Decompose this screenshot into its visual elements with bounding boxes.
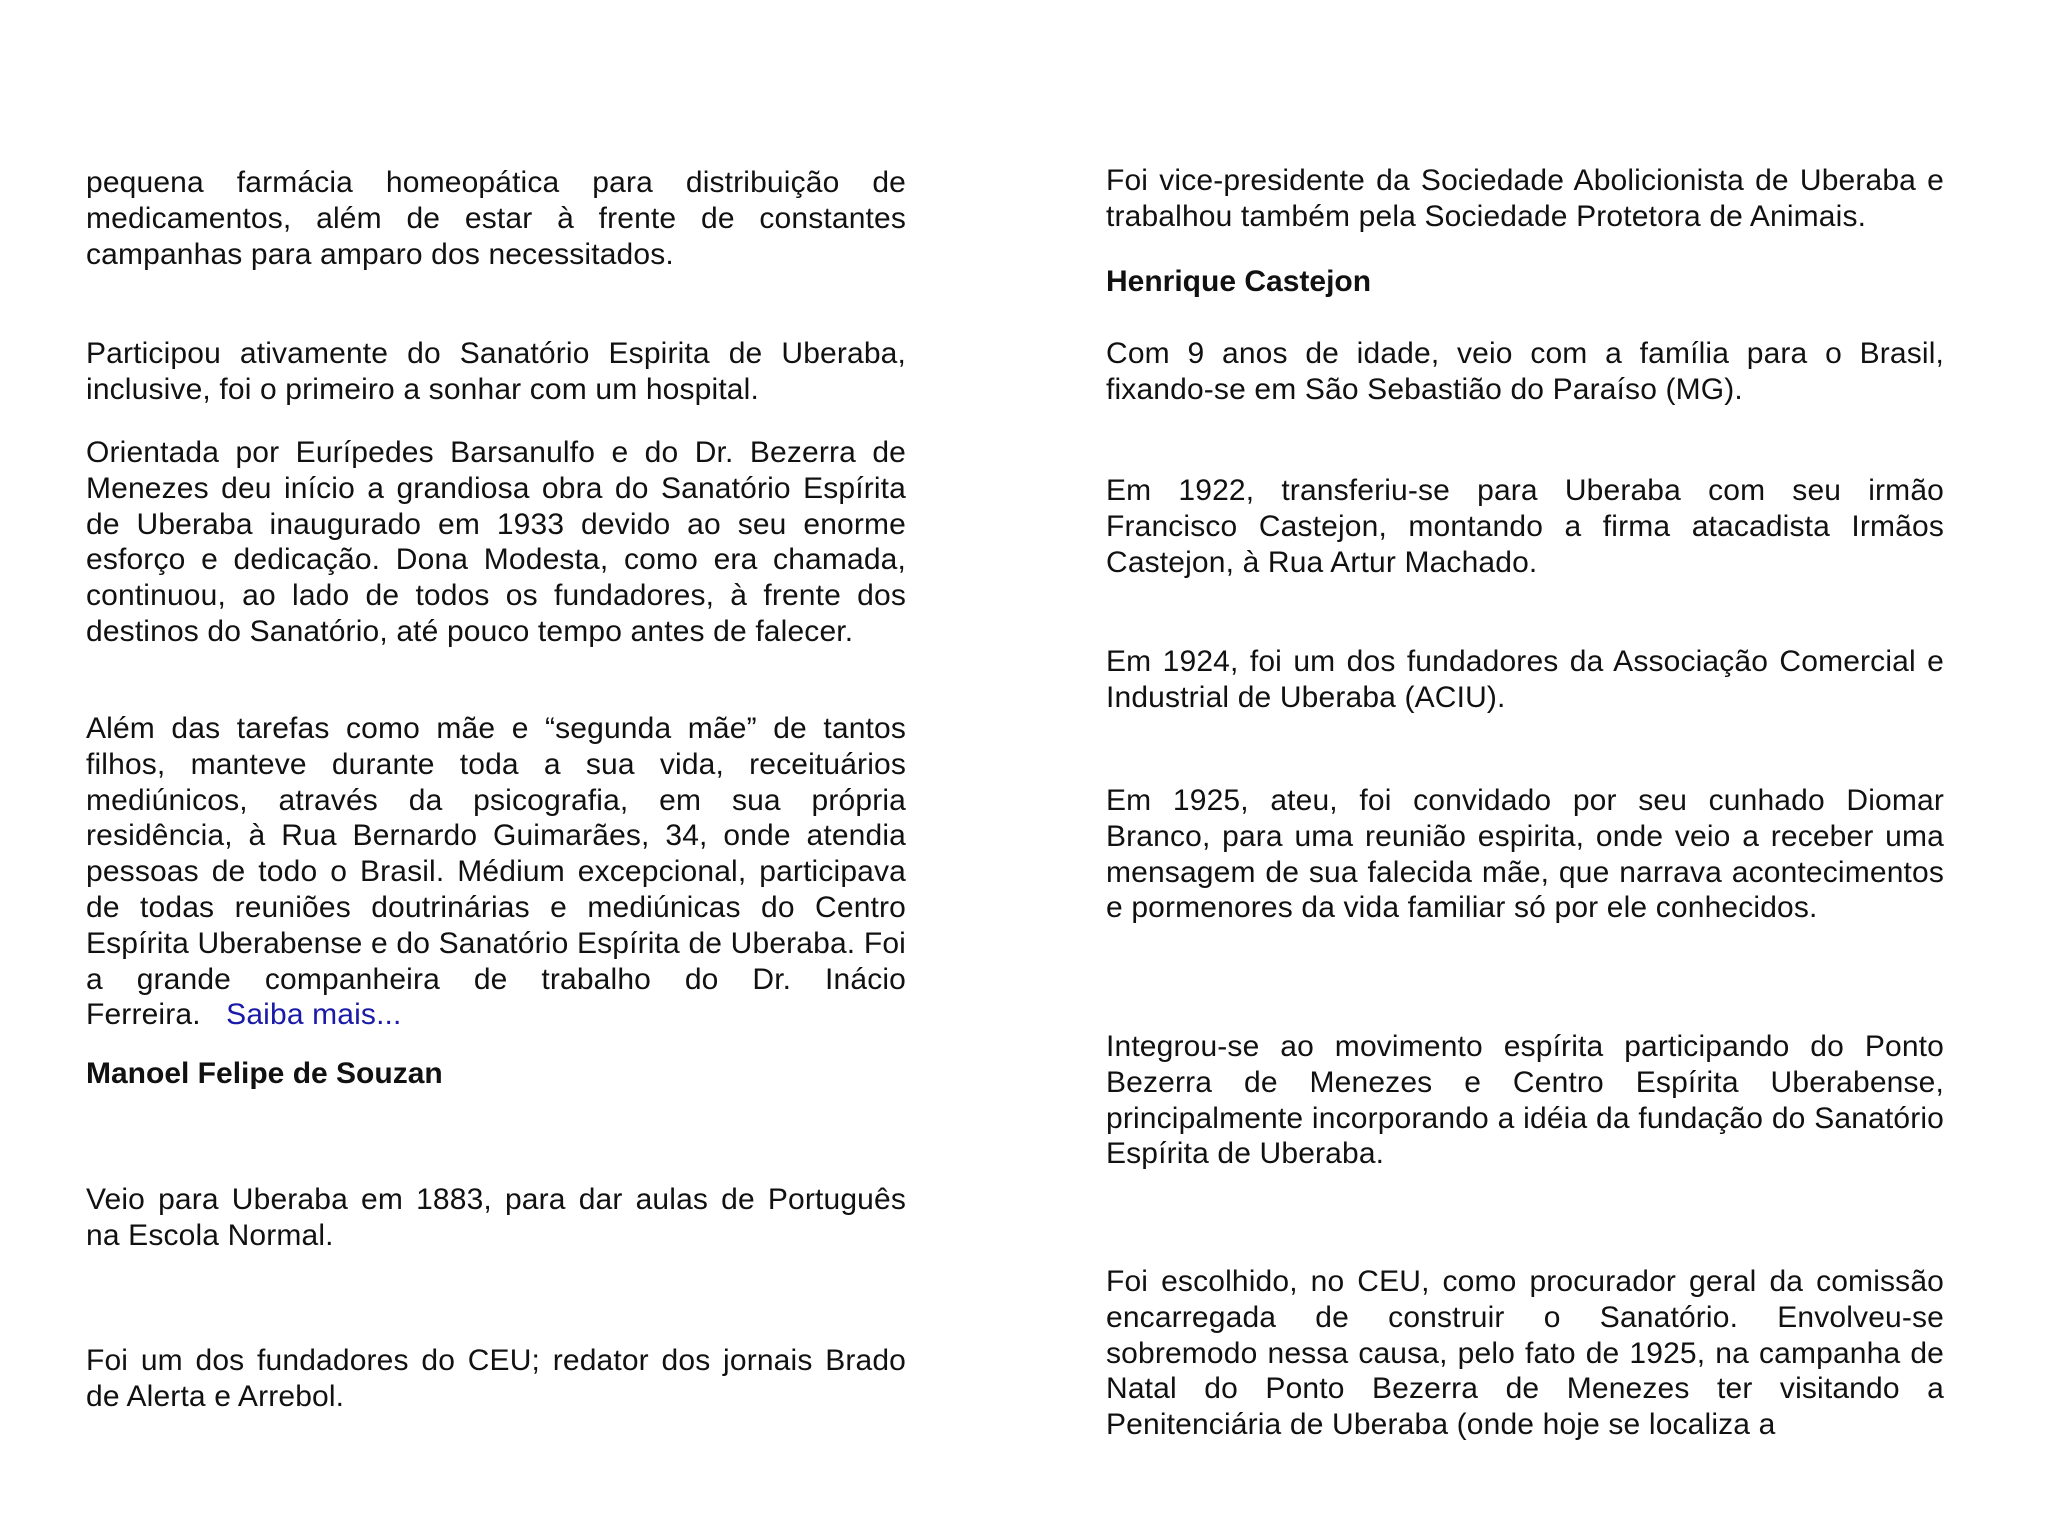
paragraph-alem-das-tarefas	[86, 711, 906, 1033]
paragraph-veio-para-uberaba: Veio para Uberaba em 1883, para dar aulas de Português na Escola Normal.	[86, 1183, 906, 1252]
heading-henrique-castejon: Henrique Castejon	[1106, 265, 1372, 298]
paragraph-farmacia: pequena farmácia homeopática para distribuição de medicamentos, além de estar à frente de constantes campanhas para amparo dos necessitados.	[86, 166, 906, 271]
saiba-mais-link[interactable]: Saiba mais...	[226, 998, 402, 1032]
paragraph-9-anos: Com 9 anos de idade, veio com a família para o Brasil, fixando-se em São Sebastião do Paraíso (MG).	[1106, 337, 1944, 406]
paragraph-1925: Em 1925, ateu, foi convidado por seu cunhado Diomar Branco, para uma reunião espirita, onde veio a receber uma mensagem de sua falecida mãe, que narrava acontecimentos e pormenores da vida familiar só por ele conhecidos.	[1106, 784, 1944, 925]
heading-manoel-felipe: Manoel Felipe de Souzan	[86, 1057, 443, 1090]
paragraph-foi-escolhido: Foi escolhido, no CEU, como procurador geral da comissão encarregada de construir o Sanatório. Envolveu-se sobremodo nessa causa, pelo fato de 1925, na campanha de Natal do Ponto Bezerra de Menezes ter visitando a Penitenciária de Uberaba (onde hoje se localiza a	[1106, 1265, 1944, 1442]
paragraph-integrou-se: Integrou-se ao movimento espírita participando do Ponto Bezerra de Menezes e Centro Espírita Uberabense, principalmente incorporando a idéia da fundação do Sanatório Espírita de Uberaba.	[1106, 1030, 1944, 1171]
paragraph-participou: Participou ativamente do Sanatório Espirita de Uberaba, inclusive, foi o primeiro a sonhar com um hospital.	[86, 337, 906, 406]
paragraph-vice-presidente: Foi vice-presidente da Sociedade Abolicionista de Uberaba e trabalhou também pela Sociedade Protetora de Animais.	[1106, 164, 1944, 233]
paragraph-orientada: Orientada por Eurípedes Barsanulfo e do Dr. Bezerra de Menezes deu início a grandiosa obra do Sanatório Espírita de Uberaba inaugurado em 1933 devido ao seu enorme esforço e dedicação. Dona Modesta, como era chamada, continuou, ao lado de todos os fundadores, à frente dos destinos do Sanatório, até pouco tempo antes de falecer.	[86, 436, 906, 648]
paragraph-fundadores-ceu: Foi um dos fundadores do CEU; redator dos jornais Brado de Alerta e Arrebol.	[86, 1344, 906, 1413]
paragraph-alem-text: Além das tarefas como mãe e “segunda mãe” de tantos filhos, manteve durante toda a sua vida, receituários mediúnicos, através da psicografia, em sua própria residência, à Rua Bernardo Guimarães, 34, onde atendia pessoas de todo o Brasil. Médium excepcional, participava de todas reuniões doutrinárias e mediúnicas do Centro Espírita Uberabense e do Sanatório Espírita de Uberaba. Foi a grande companheira de trabalho do Dr. Inácio Ferreira.	[86, 712, 906, 1032]
paragraph-1922: Em 1922, transferiu-se para Uberaba com seu irmão Francisco Castejon, montando a firma atacadista Irmãos Castejon, à Rua Artur Machado.	[1106, 474, 1944, 579]
paragraph-1924: Em 1924, foi um dos fundadores da Associação Comercial e Industrial de Uberaba (ACIU).	[1106, 645, 1944, 714]
